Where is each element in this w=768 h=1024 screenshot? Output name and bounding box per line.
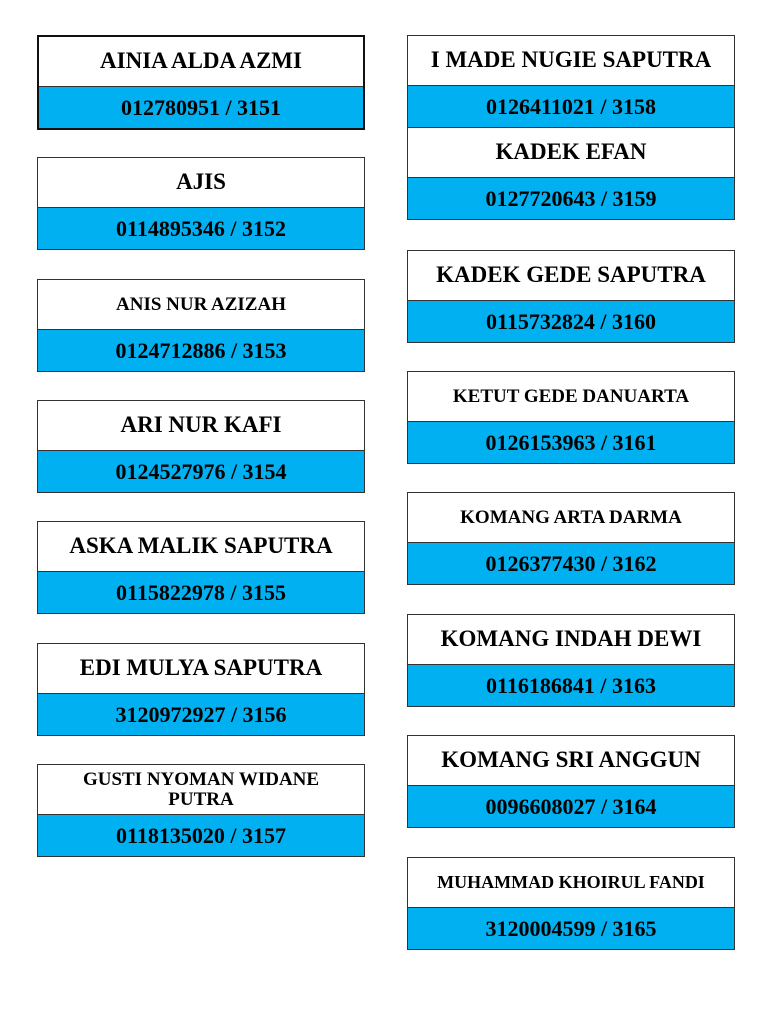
name-card — [407, 614, 735, 707]
card-number: 0096608027 / 3164 — [408, 786, 734, 827]
card-name: AINIA ALDA AZMI — [39, 37, 363, 87]
card-number: 0124527976 / 3154 — [38, 451, 364, 492]
name-card — [407, 35, 735, 128]
card-number: 0126377430 / 3162 — [408, 543, 734, 584]
name-card — [37, 35, 365, 130]
card-number: 0114895346 / 3152 — [38, 208, 364, 249]
card-number: 0124712886 / 3153 — [38, 330, 364, 371]
name-card — [407, 735, 735, 828]
card-name: AJIS — [38, 158, 364, 208]
card-number: 012780951 / 3151 — [39, 87, 363, 128]
name-card — [407, 857, 735, 950]
card-name: EDI MULYA SAPUTRA — [38, 644, 364, 694]
name-card — [407, 250, 735, 343]
card-number: 0118135020 / 3157 — [38, 815, 364, 856]
name-card — [37, 643, 365, 736]
card-number: 0115822978 / 3155 — [38, 572, 364, 613]
card-name: KOMANG SRI ANGGUN — [408, 736, 734, 786]
card-number: 0115732824 / 3160 — [408, 301, 734, 342]
card-name: KETUT GEDE DANUARTA — [408, 372, 734, 422]
card-name: GUSTI NYOMAN WIDANE PUTRA — [38, 765, 364, 815]
card-number: 0116186841 / 3163 — [408, 665, 734, 706]
name-card — [37, 157, 365, 250]
card-name: ARI NUR KAFI — [38, 401, 364, 451]
card-name: KOMANG ARTA DARMA — [408, 493, 734, 543]
card-name: I MADE NUGIE SAPUTRA — [408, 36, 734, 86]
name-card — [407, 128, 735, 220]
card-name: MUHAMMAD KHOIRUL FANDI — [408, 858, 734, 908]
name-card — [37, 764, 365, 857]
card-name: KOMANG INDAH DEWI — [408, 615, 734, 665]
card-name: KADEK GEDE SAPUTRA — [408, 251, 734, 301]
card-number: 3120004599 / 3165 — [408, 908, 734, 949]
name-card — [37, 400, 365, 493]
card-number: 0126153963 / 3161 — [408, 422, 734, 463]
card-name: ASKA MALIK SAPUTRA — [38, 522, 364, 572]
card-number: 0126411021 / 3158 — [408, 86, 734, 127]
name-card — [407, 492, 735, 585]
card-number: 3120972927 / 3156 — [38, 694, 364, 735]
card-number: 0127720643 / 3159 — [408, 178, 734, 219]
name-card — [37, 279, 365, 372]
card-name: KADEK EFAN — [408, 128, 734, 178]
name-card — [37, 521, 365, 614]
name-card — [407, 371, 735, 464]
card-name: ANIS NUR AZIZAH — [38, 280, 364, 330]
